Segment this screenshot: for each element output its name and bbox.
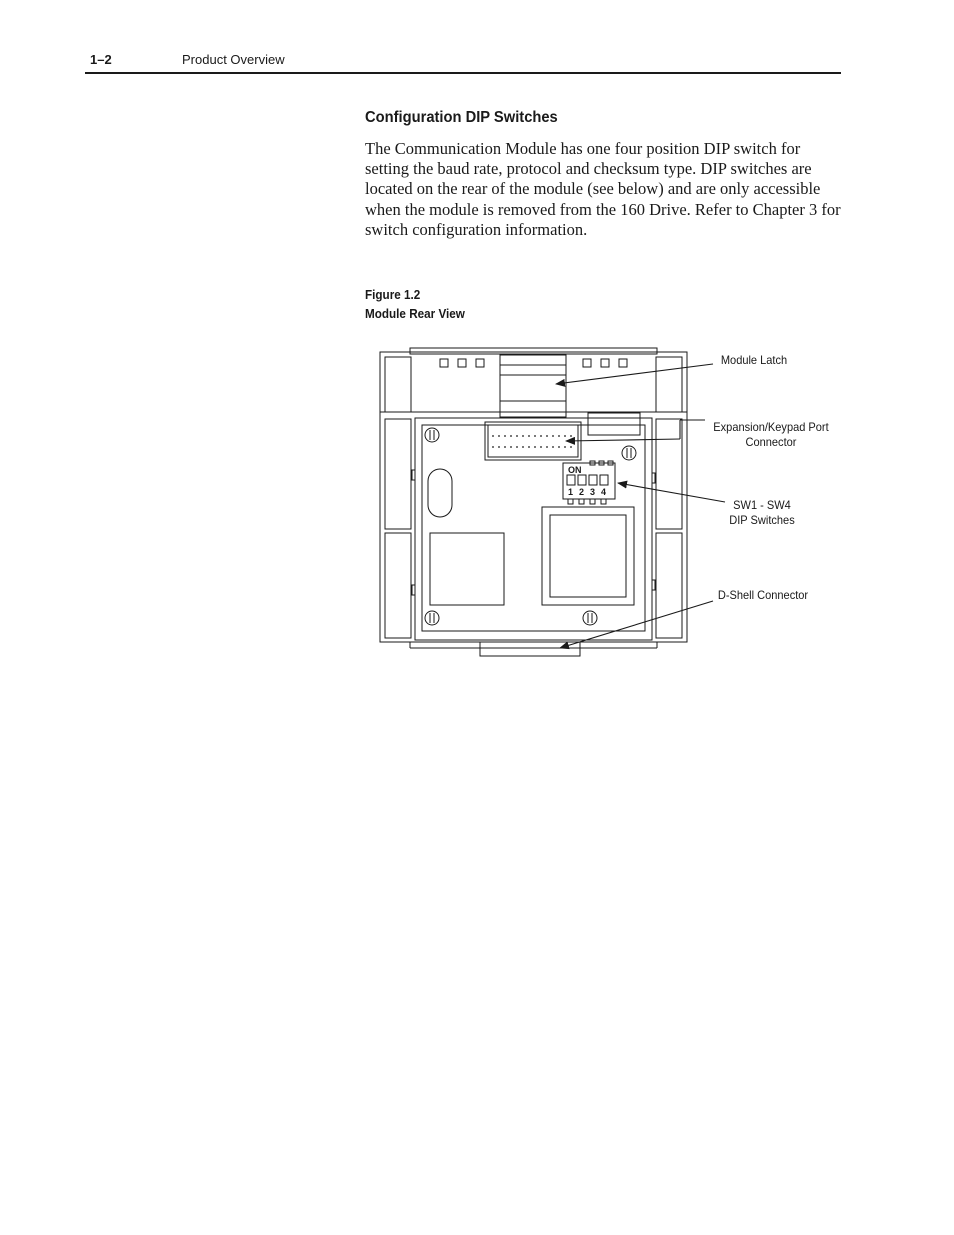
- figure-caption: Module Rear View: [365, 306, 465, 321]
- callout-port-line2: Connector: [745, 435, 797, 449]
- callout-dshell: D-Shell Connector: [717, 588, 809, 602]
- d-shell-connector: [480, 642, 580, 656]
- latch-leader-line: [556, 364, 713, 384]
- dip-number-1: 1: [568, 487, 574, 497]
- module-latch: [500, 355, 566, 417]
- dip-number-4: 4: [601, 487, 607, 497]
- module-rear-view-figure: [370, 345, 850, 665]
- page-header: [85, 52, 841, 74]
- dip-number-3: 3: [590, 487, 596, 497]
- dip-number-2: 2: [579, 487, 585, 497]
- dshell-leader-line: [560, 601, 713, 648]
- running-head: Product Overview: [182, 52, 285, 67]
- callout-sw-line1: SW1 - SW4: [733, 498, 791, 512]
- housing-outline: [380, 352, 687, 642]
- circuit-board: [415, 418, 652, 640]
- callout-module-latch: Module Latch: [720, 353, 788, 367]
- port-leader-line: [566, 439, 680, 441]
- section-title: Configuration DIP Switches: [365, 109, 558, 126]
- callout-port-line1: Expansion/Keypad Port: [713, 420, 829, 434]
- dip-on-label: ON: [568, 465, 582, 475]
- page-number: 1–2: [90, 52, 112, 67]
- body-paragraph: The Communication Module has one four position DIP switch for setting the baud rate, protocol and checksum type. DIP switches are located on the rear of the module (see below) and are only accessible when the module is removed from the 160 Drive. Refer to Chapter 3 for switch configuration information.: [365, 139, 841, 239]
- callout-sw-line2: DIP Switches: [729, 513, 795, 527]
- figure-number: Figure 1.2: [365, 287, 421, 302]
- dip-leader-line: [618, 483, 725, 502]
